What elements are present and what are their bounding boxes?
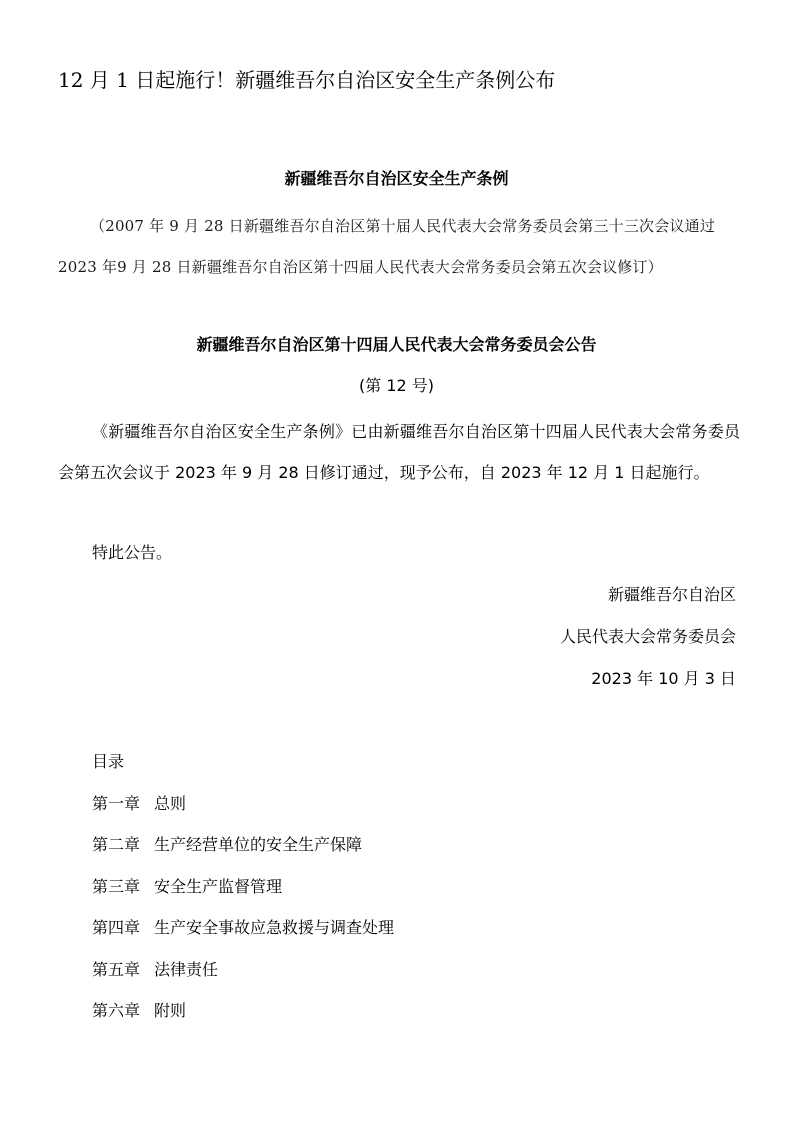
toc-item-chapter-1 [92,792,394,834]
toc-chapter-number: 第三章 [92,876,141,896]
toc-item-chapter-2 [92,833,394,875]
notice-body: 《新疆维吾尔自治区安全生产条例》已由新疆维吾尔自治区第十四届人民代表大会常务委员会第五次会议于 2023 年 9 月 28 日修订通过，现予公布，自 2023 年 12 月 1 日起施行。 [58,422,740,482]
toc-chapter-title: 生产安全事故应急救援与调查处理 [154,918,395,937]
toc-item-chapter-5 [92,958,394,1000]
signature-date: 2023 年 10 月 3 日 [591,669,736,688]
signature-issuer-line2: 人民代表大会常务委员会 [559,627,736,646]
revision-note: （2007 年 9 月 28 日新疆维吾尔自治区第十届人民代表大会常务委员会第三十三次会议通过 2023 年9 月 28 日新疆维吾尔自治区第十四届人民代表大会常务委员会第五次会议修订） [58,217,716,276]
toc-item-chapter-6 [92,999,394,1041]
toc-chapter-number: 第五章 [92,959,141,979]
toc-item-chapter-4 [92,916,394,958]
notice-number: (第 12 号) [358,376,435,395]
notice-closing: 特此公告。 [92,543,173,562]
toc-chapter-title: 总则 [154,793,187,813]
toc-chapter-number: 第六章 [92,1001,141,1020]
table-of-contents [92,750,394,1041]
toc-chapter-title: 安全生产监督管理 [154,876,283,896]
signature-issuer-line1: 新疆维吾尔自治区 [607,585,736,604]
toc-chapter-number: 第一章 [92,793,141,813]
toc-item-chapter-3 [92,875,394,917]
notice-title: 新疆维吾尔自治区第十四届人民代表大会常务委员会公告 [196,335,597,354]
toc-chapter-number: 第二章 [92,835,141,854]
article-headline: 12 月 1 日起施行！新疆维吾尔自治区安全生产条例公布 [58,68,556,92]
toc-heading: 目录 [92,752,125,771]
toc-chapter-number: 第四章 [92,918,141,937]
law-title: 新疆维吾尔自治区安全生产条例 [284,169,509,188]
toc-chapter-title: 生产经营单位的安全生产保障 [154,835,363,854]
toc-chapter-title: 附则 [154,1001,187,1020]
toc-chapter-title: 法律责任 [154,959,219,979]
